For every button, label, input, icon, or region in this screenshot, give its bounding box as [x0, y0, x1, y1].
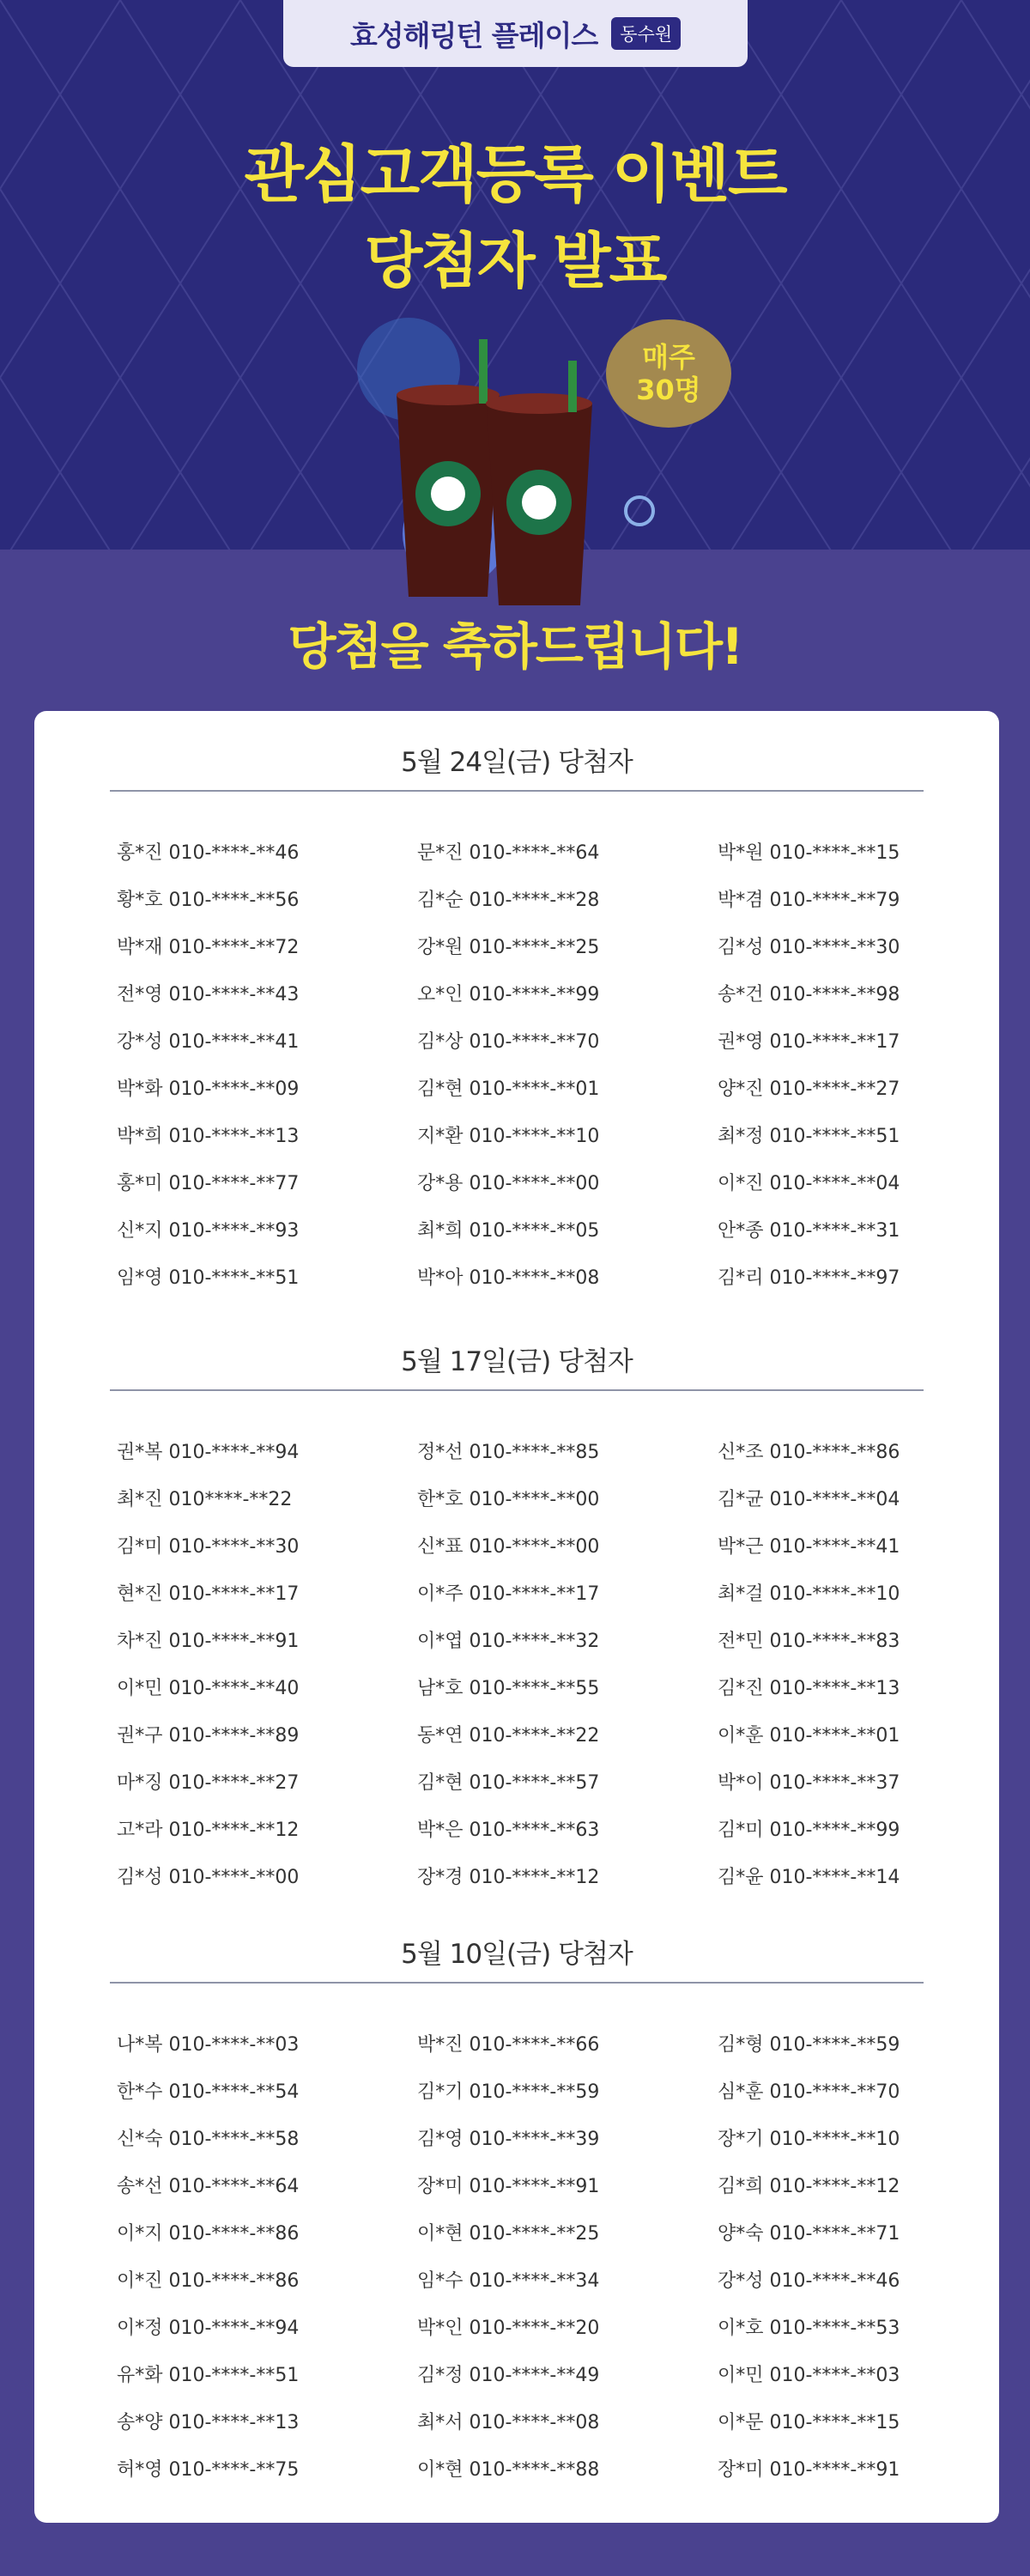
winner-entry: 장*미 010-****-**91 — [417, 2176, 600, 2197]
winner-entry: 이*민 010-****-**40 — [117, 1678, 300, 1699]
section-divider — [110, 1982, 924, 1984]
winner-entry: 김*미 010-****-**30 — [117, 1536, 300, 1558]
winner-entry: 강*성 010-****-**41 — [117, 1031, 300, 1053]
winner-entry: 이*엽 010-****-**32 — [417, 1631, 600, 1652]
section-divider — [110, 790, 924, 792]
winner-entry: 박*진 010-****-**66 — [417, 2034, 600, 2056]
winners-card — [34, 711, 999, 2523]
winner-entry: 한*호 010-****-**00 — [417, 1489, 600, 1510]
winner-entry: 송*건 010-****-**98 — [718, 984, 900, 1005]
event-title: 관심고객등록 이벤트 — [244, 138, 786, 210]
winner-entry: 김*현 010-****-**57 — [417, 1772, 600, 1794]
winner-entry: 장*경 010-****-**12 — [417, 1867, 600, 1888]
winner-entry: 강*성 010-****-**46 — [718, 2270, 900, 2292]
winner-entry: 김*균 010-****-**04 — [718, 1489, 900, 1510]
winner-entry: 이*정 010-****-**94 — [117, 2318, 300, 2339]
winner-entry: 신*조 010-****-**86 — [718, 1442, 900, 1463]
event-subtitle: 당첨자 발표 — [364, 226, 666, 296]
winner-entry: 동*연 010-****-**22 — [417, 1725, 600, 1747]
cup-right-icon — [486, 361, 592, 605]
winner-entry: 박*겸 010-****-**79 — [718, 890, 900, 911]
winner-entry: 현*진 010-****-**17 — [117, 1583, 300, 1605]
section-title: 5월 17일(금) 당첨자 — [401, 1346, 633, 1377]
winner-entry: 강*원 010-****-**25 — [417, 937, 600, 958]
winner-entry: 박*원 010-****-**15 — [718, 842, 900, 864]
winner-entry: 양*진 010-****-**27 — [718, 1078, 900, 1100]
winner-entry: 지*환 010-****-**10 — [417, 1126, 600, 1147]
winner-entry: 황*호 010-****-**56 — [117, 890, 300, 911]
winner-entry: 김*영 010-****-**39 — [417, 2129, 600, 2150]
winner-entry: 유*화 010-****-**51 — [117, 2365, 300, 2386]
winner-entry: 김*윤 010-****-**14 — [718, 1867, 900, 1888]
winner-entry: 홍*진 010-****-**46 — [117, 842, 300, 864]
winner-entry: 고*라 010-****-**12 — [117, 1820, 300, 1841]
winner-entry: 신*지 010-****-**93 — [117, 1220, 300, 1242]
winner-entry: 박*이 010-****-**37 — [718, 1772, 900, 1794]
section-title: 5월 24일(금) 당첨자 — [401, 747, 633, 778]
winner-entry: 박*화 010-****-**09 — [117, 1078, 300, 1100]
badge-line2: 30명 — [636, 374, 701, 406]
winner-entry: 나*복 010-****-**03 — [117, 2034, 300, 2056]
winners-grid — [117, 828, 930, 1300]
winner-entry: 권*복 010-****-**94 — [117, 1442, 300, 1463]
winner-entry: 김*현 010-****-**01 — [417, 1078, 600, 1100]
winner-entry: 임*영 010-****-**51 — [117, 1267, 300, 1289]
winner-entry: 이*주 010-****-**17 — [417, 1583, 600, 1605]
winner-entry: 김*순 010-****-**28 — [417, 890, 600, 911]
weekly-winners-badge — [606, 319, 731, 428]
winner-entry: 김*정 010-****-**49 — [417, 2365, 600, 2386]
winner-entry: 정*선 010-****-**85 — [417, 1442, 600, 1463]
winner-entry: 이*문 010-****-**15 — [718, 2412, 900, 2433]
winner-entry: 장*기 010-****-**10 — [718, 2129, 900, 2150]
winner-entry: 박*인 010-****-**20 — [417, 2318, 600, 2339]
winner-entry: 이*지 010-****-**86 — [117, 2223, 300, 2245]
winner-entry: 권*구 010-****-**89 — [117, 1725, 300, 1747]
winner-entry: 한*수 010-****-**54 — [117, 2081, 300, 2103]
winner-entry: 안*종 010-****-**31 — [718, 1220, 900, 1242]
winner-entry: 이*호 010-****-**53 — [718, 2318, 900, 2339]
winner-entry: 최*진 010****-**22 — [117, 1489, 293, 1510]
winner-entry: 김*성 010-****-**30 — [718, 937, 900, 958]
winner-entry: 신*표 010-****-**00 — [417, 1536, 600, 1558]
winner-entry: 강*용 010-****-**00 — [417, 1173, 600, 1194]
winner-entry: 권*영 010-****-**17 — [718, 1031, 900, 1053]
winner-entry: 허*영 010-****-**75 — [117, 2459, 300, 2481]
section-divider — [110, 1389, 924, 1391]
winner-entry: 박*아 010-****-**08 — [417, 1267, 600, 1289]
winner-entry: 최*서 010-****-**08 — [417, 2412, 600, 2433]
winner-entry: 신*숙 010-****-**58 — [117, 2129, 300, 2150]
winner-entry: 문*진 010-****-**64 — [417, 842, 600, 864]
winner-entry: 김*형 010-****-**59 — [718, 2034, 900, 2056]
winner-entry: 장*미 010-****-**91 — [718, 2459, 900, 2481]
winner-entry: 홍*미 010-****-**77 — [117, 1173, 300, 1194]
winner-entry: 박*희 010-****-**13 — [117, 1126, 300, 1147]
winner-entry: 이*민 010-****-**03 — [718, 2365, 900, 2386]
winner-entry: 오*인 010-****-**99 — [417, 984, 600, 1005]
winner-entry: 이*진 010-****-**04 — [718, 1173, 900, 1194]
winner-entry: 이*진 010-****-**86 — [117, 2270, 300, 2292]
winner-entry: 최*정 010-****-**51 — [718, 1126, 900, 1147]
brand-header — [283, 0, 748, 67]
winner-entry: 최*희 010-****-**05 — [417, 1220, 600, 1242]
winner-entry: 이*현 010-****-**88 — [417, 2459, 600, 2481]
winner-entry: 남*호 010-****-**55 — [417, 1678, 600, 1699]
winner-entry: 김*기 010-****-**59 — [417, 2081, 600, 2103]
winner-entry: 송*선 010-****-**64 — [117, 2176, 300, 2197]
winners-grid — [117, 1427, 930, 1899]
winner-entry: 박*은 010-****-**63 — [417, 1820, 600, 1841]
badge-line1: 매주 — [642, 341, 695, 374]
winner-entry: 김*성 010-****-**00 — [117, 1867, 300, 1888]
section-title: 5월 10일(금) 당첨자 — [401, 1939, 633, 1970]
winner-entry: 심*훈 010-****-**70 — [718, 2081, 900, 2103]
winner-entry: 이*훈 010-****-**01 — [718, 1725, 900, 1747]
brand-name: 효성해링턴 플레이스 — [349, 18, 598, 52]
winner-entry: 박*근 010-****-**41 — [718, 1536, 900, 1558]
winner-entry: 전*민 010-****-**83 — [718, 1631, 900, 1652]
winner-entry: 양*숙 010-****-**71 — [718, 2223, 900, 2245]
winner-entry: 마*징 010-****-**27 — [117, 1772, 300, 1794]
winner-entry: 최*걸 010-****-**10 — [718, 1583, 900, 1605]
winners-grid — [117, 2020, 930, 2492]
winner-entry: 김*미 010-****-**99 — [718, 1820, 900, 1841]
winner-entry: 김*진 010-****-**13 — [718, 1678, 900, 1699]
winner-entry: 임*수 010-****-**34 — [417, 2270, 600, 2292]
winner-entry: 전*영 010-****-**43 — [117, 984, 300, 1005]
winner-entry: 김*상 010-****-**70 — [417, 1031, 600, 1053]
winner-entry: 차*진 010-****-**91 — [117, 1631, 300, 1652]
winner-entry: 김*리 010-****-**97 — [718, 1267, 900, 1289]
location-badge: 동수원 — [611, 17, 681, 50]
winner-entry: 이*현 010-****-**25 — [417, 2223, 600, 2245]
winner-entry: 박*재 010-****-**72 — [117, 937, 300, 958]
congratulations-text: 당첨을 축하드립니다! — [288, 617, 742, 676]
winner-entry: 김*희 010-****-**12 — [718, 2176, 900, 2197]
winner-entry: 송*양 010-****-**13 — [117, 2412, 300, 2433]
